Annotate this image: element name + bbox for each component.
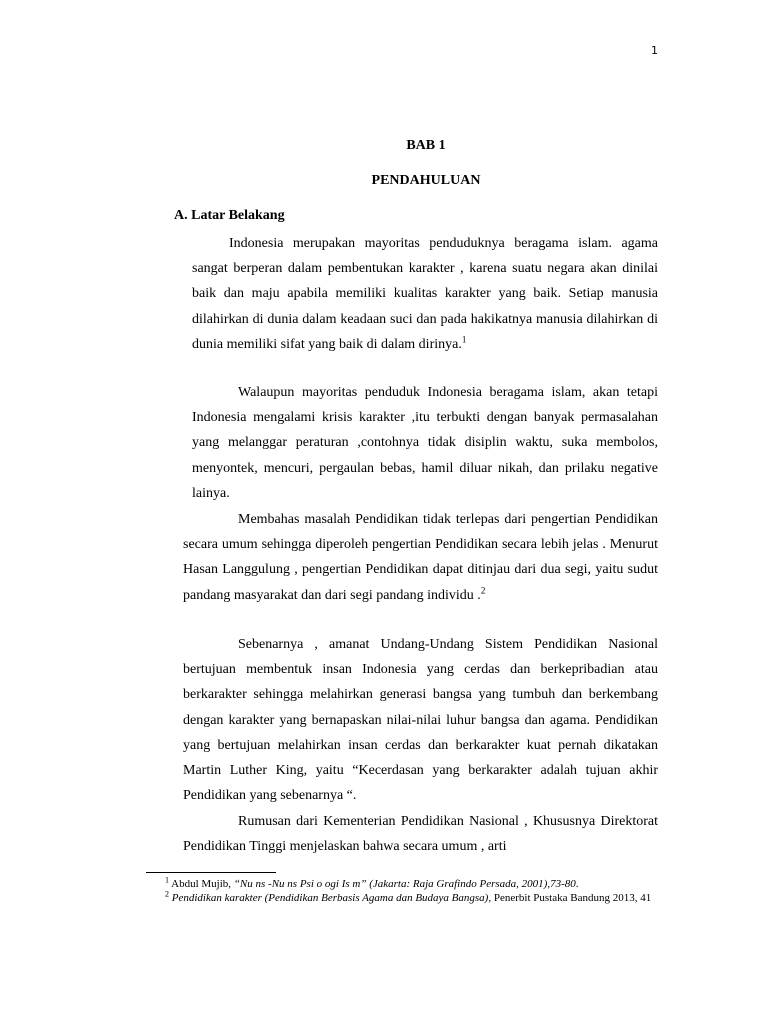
footnote-author: Abdul Mujib,: [171, 878, 234, 890]
paragraph-1-text: Indonesia merupakan mayoritas penduduknya beragama islam. agama sangat berperan dalam pembentukan karakter , karena suatu negara akan dinilai baik dan maju apabila memiliki kualitas karakter yang baik. Setiap manusia dilahirkan di dunia dalam keadaan suci dan pada hakikatnya manusia dilahirkan di dunia memiliki sifat yang baik di dalam dirinya.: [192, 236, 658, 352]
footnote-1: [165, 877, 665, 892]
footnote-ref-2: 2: [480, 584, 486, 595]
page-number: 1: [651, 44, 658, 57]
footnote-2: [165, 891, 665, 906]
footnote-rest: Penerbit Pustaka Bandung 2013, 41: [491, 892, 652, 904]
paragraph-3-text: Membahas masalah Pendidikan tidak terlepas dari pengertian Pendidikan secara umum sehingga diperoleh pengertian Pendidikan secara lebih jelas . Menurut Hasan Langgulung , pengertian Pendidikan dapat ditinjau dari dua segi, yaitu sudut pandang masyarakat dan dari segi pandang individu .: [183, 512, 658, 603]
paragraph-3: [183, 507, 658, 608]
chapter-number: BAB 1: [406, 138, 446, 153]
paragraph-5: Rumusan dari Kementerian Pendidikan Nasional , Khususnya Direktorat Pendidikan Tinggi menjelaskan bahwa secara umum , arti: [183, 814, 658, 855]
chapter-title: PENDAHULUAN: [371, 173, 481, 188]
footnote-marker: 2: [165, 889, 169, 899]
paragraph-4: Sebenarnya , amanat Undang-Undang Sistem Pendidikan Nasional bertujuan membentuk insan Indonesia yang cerdas dan berkepribadian atau berkarakter sehingga melahirkan generasi bangsa yang tumbuh dan berkembang dengan karakter yang bernapaskan nilai-nilai luhur bangsa dan agama. Pendidikan yang bertujuan melahirkan insan cerdas dan berkarakter kuat pernah dikatakan Martin Luther King, yaitu “Kecerdasan yang berkarakter adalah tujuan akhir Pendidikan yang sebenarnya “.: [183, 637, 658, 804]
paragraph-2: Walaupun mayoritas penduduk Indonesia beragama islam, akan tetapi Indonesia mengalami krisis karakter ,itu terbukti dengan banyak permasalahan yang melanggar peraturan ,contohnya tidak disiplin waktu, suka membolos, menyontek, mencuri, pergaulan bebas, hamil diluar nikah, dan prilaku negative lainya.: [192, 385, 658, 501]
footnote-marker: 1: [165, 875, 169, 885]
footnote-ref-1: 1: [461, 334, 467, 345]
footnote-separator: [146, 872, 276, 873]
footnote-title: “Nu ns -Nu ns Psi o ogi Is m” (Jakarta: Raja Grafindo Persada, 2001),73-80: [233, 878, 576, 890]
paragraph-1: [192, 231, 658, 357]
section-title: A. Latar Belakang: [174, 208, 285, 223]
footnote-rest: .: [575, 878, 579, 890]
footnote-title: Pendidikan karakter (Pendidikan Berbasis Agama dan Budaya Bangsa),: [171, 892, 492, 904]
